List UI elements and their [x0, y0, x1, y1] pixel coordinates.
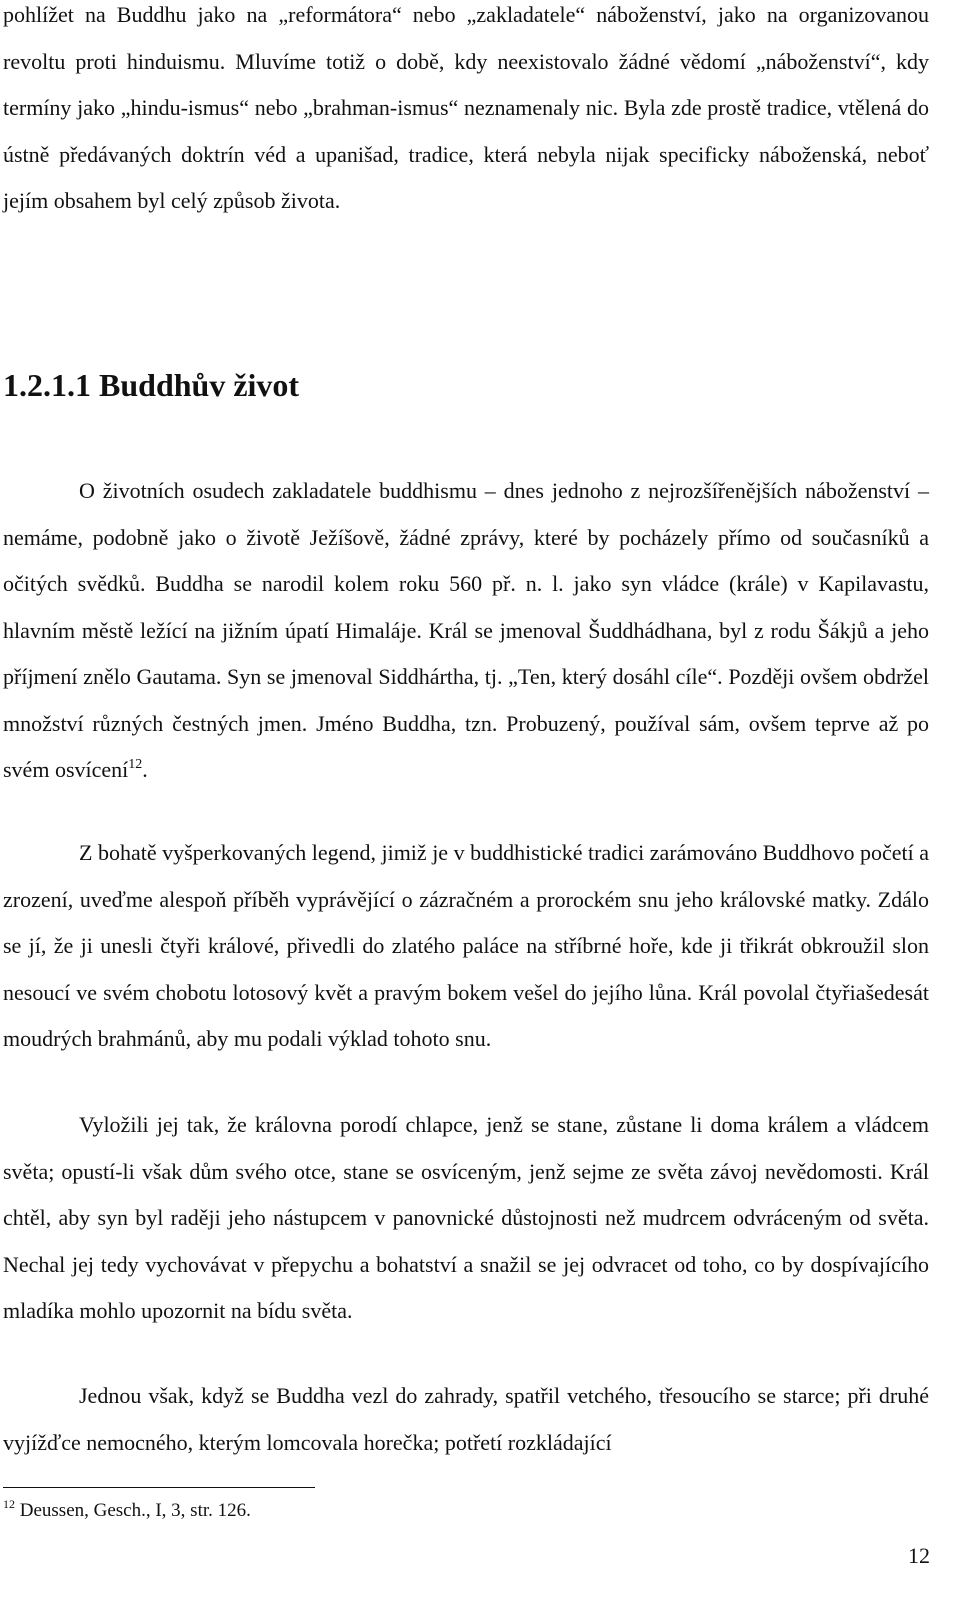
body-paragraph-2: [3, 468, 929, 794]
body-paragraph-1: [3, 0, 929, 225]
footnote: [3, 1496, 251, 1526]
paragraph-text: Vyložili jej tak, že královna porodí chlapce, jenž se stane, zůstane li doma králem a vládcem světa; opustí-li však dům svého otce, stane se osvíceným, jenž sejme ze světa závoj nevědomosti. Král chtěl, aby syn byl raději jeho nástupcem v panovnické důstojnosti než mudrcem odvráceným od světa. Nechal jej tedy vychovávat v přepychu a bohatství a snažil se jej odvracet od toho, co by dospívajícího mladíka mohlo upozornit na bídu světa.: [3, 1112, 929, 1323]
footnote-separator: [3, 1487, 315, 1488]
footnote-text: Deussen, Gesch., I, 3, str. 126.: [19, 1500, 251, 1521]
body-paragraph-4: [3, 1102, 929, 1335]
paragraph-text: Jednou však, když se Buddha vezl do zahrady, spatřil vetchého, třesoucího se starce; při druhé vyjížďce nemocného, kterým lomcovala horečka; potřetí rozkládající: [3, 1383, 929, 1455]
footnote-reference[interactable]: 12: [128, 757, 143, 772]
paragraph-text: O životních osudech zakladatele buddhismu – dnes jednoho z nejrozšířenějších náboženství – nemáme, podobně jako o životě Ježíšově, žádné zprávy, které by pocházely přímo od současníků a očitých svědků. Buddha se narodil kolem roku 560 př. n. l. jako syn vládce (krále) v Kapilavastu, hlavním městě ležící na jižním úpatí Himaláje. Král se jmenoval Šuddhádhana, byl z rodu Šákjů a jeho příjmení znělo Gautama. Syn se jmenoval Siddhártha, tj. „Ten, který dosáhl cíle“. Později ovšem obdržel množství různých čestných jmen. Jméno Buddha, tzn. Probuzený, používal sám, ovšem teprve až po svém osvícení: [3, 478, 929, 782]
page-number: 12: [908, 1543, 930, 1568]
footnote-number: 12: [3, 1497, 15, 1511]
paragraph-text-end: .: [142, 757, 148, 782]
paragraph-text: pohlížet na Buddhu jako na „reformátora“ nebo „zakladatele“ náboženství, jako na organizovanou revoltu proti hinduismu. Mluvíme totiž o době, kdy neexistovalo žádné vědomí „náboženství“, kdy termíny jako „hindu-ismus“ nebo „brahman-ismus“ neznamenaly nic. Byla zde prostě tradice, vtělená do ústně předávaných doktrín véd a upanišad, tradice, která nebyla nijak specificky náboženská, neboť jejím obsahem byl celý způsob života.: [3, 2, 929, 213]
body-paragraph-5: [3, 1373, 929, 1466]
body-paragraph-3: [3, 830, 929, 1063]
paragraph-text: Z bohatě vyšperkovaných legend, jimiž je v buddhistické tradici zarámováno Buddhovo početí a zrození, uveďme alespoň příběh vyprávějící o zázračném a prorockém snu jeho královské matky. Zdálo se jí, že ji unesli čtyři králové, přivedli do zlatého paláce na stříbrné hoře, kde ji třikrát obkroužil slon nesoucí ve svém chobotu lotosový květ a pravým bokem vešel do jejího lůna. Král povolal čtyřiašedesát moudrých brahmánů, aby mu podali výklad tohoto snu.: [3, 840, 929, 1051]
section-heading: 1.2.1.1 Buddhův život: [3, 367, 300, 403]
